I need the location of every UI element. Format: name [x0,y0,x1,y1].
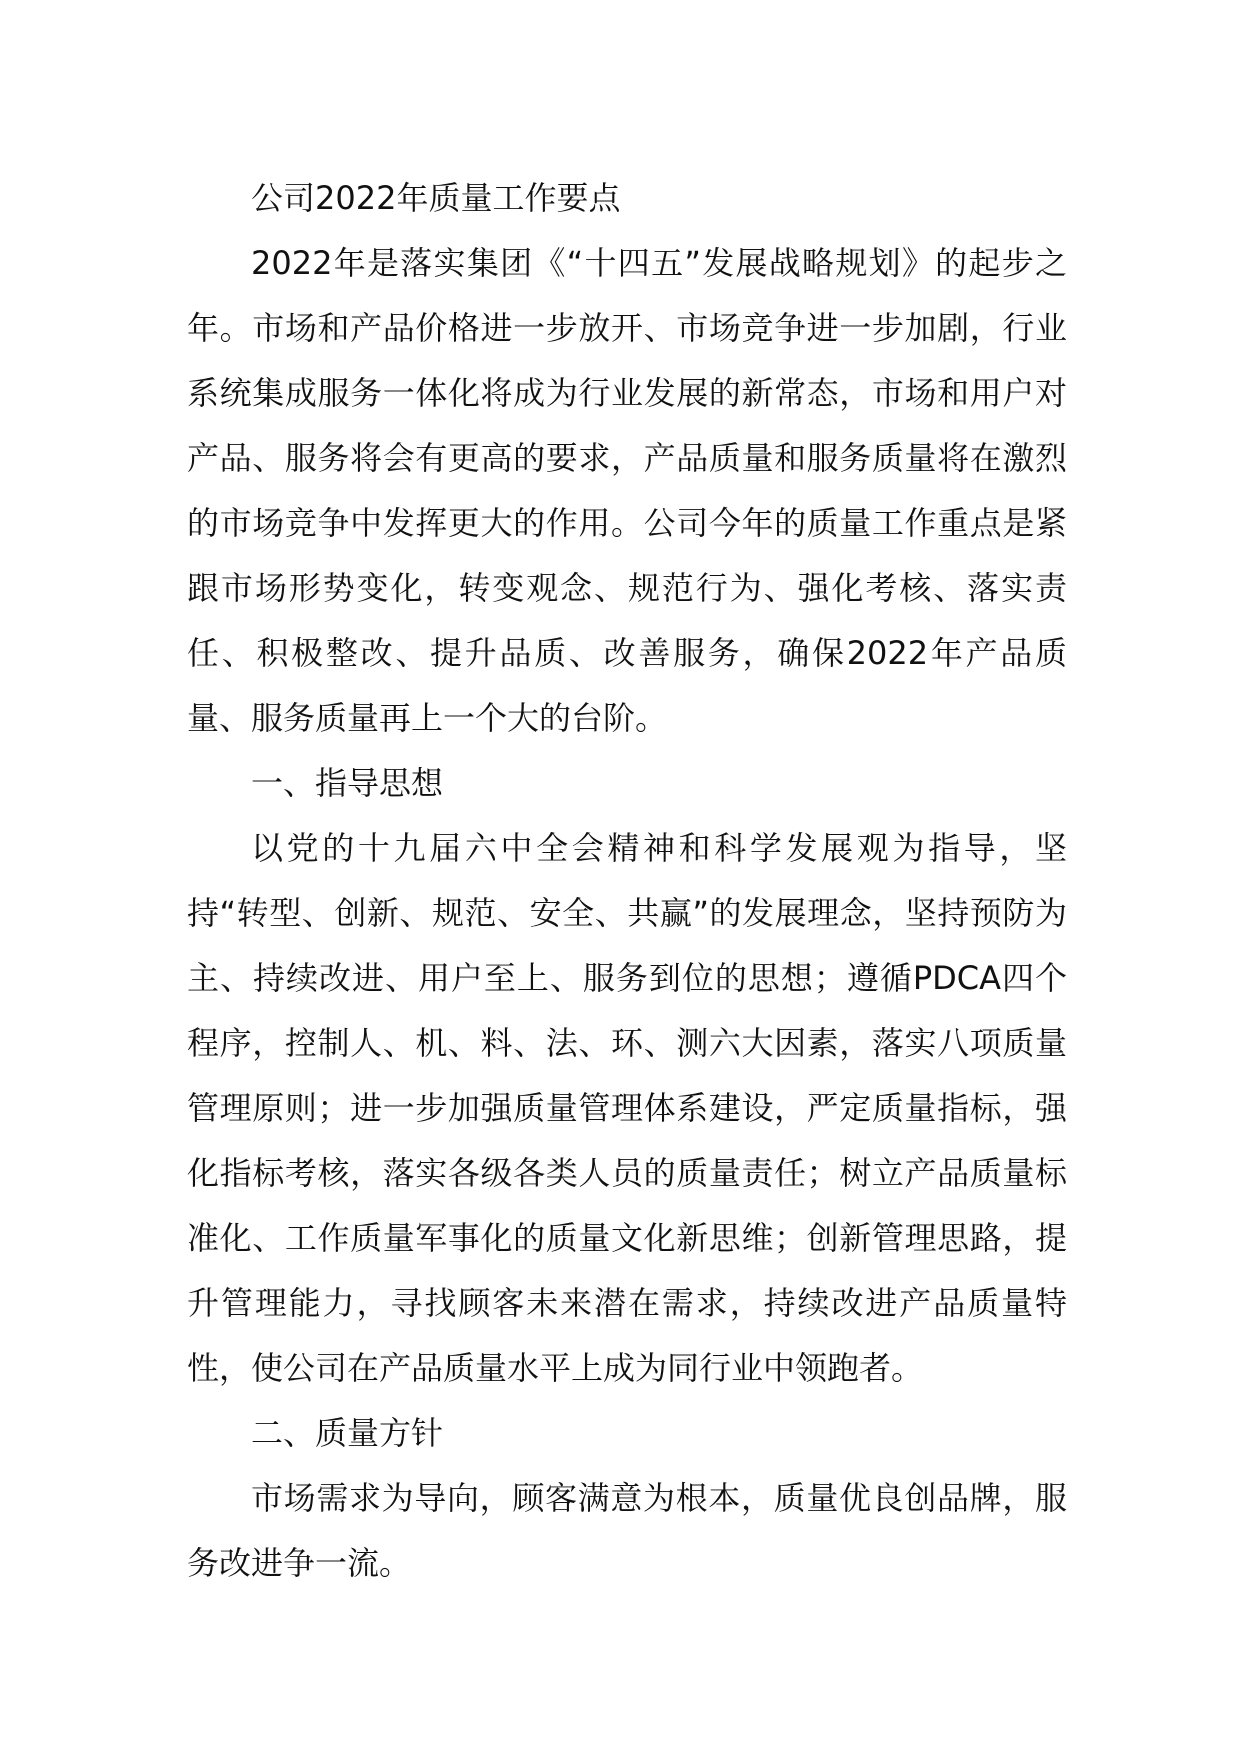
document-title: 公司2022年质量工作要点 [251,179,621,217]
section-body-quality-policy: 市场需求为导向，顾客满意为根本，质量优良创品牌，服务改进争一流。 [187,1479,1067,1582]
intro-paragraph: 2022年是落实集团《“十四五”发展战略规划》的起步之年。市场和产品价格进一步放开、市场竞争进一步加剧，行业系统集成服务一体化将成为行业发展的新常态，市场和用户对产品、服务将会有更高的要求，产品质量和服务质量将在激烈的市场竞争中发挥更大的作用。公司今年的质量工作重点是紧跟市场形势变化，转变观念、规范行为、强化考核、落实责任、积极整改、提升品质、改善服务，确保2022年产品质量、服务质量再上一个大的台阶。 [187,244,1067,737]
section-heading-guiding-ideology: 一、指导思想 [251,764,444,802]
section-heading-quality-policy: 二、质量方针 [251,1414,444,1452]
document-body [187,166,1067,1596]
section-body-guiding-ideology: 以党的十九届六中全会精神和科学发展观为指导，坚持“转型、创新、规范、安全、共赢”的发展理念，坚持预防为主、持续改进、用户至上、服务到位的思想；遵循PDCA四个程序，控制人、机、料、法、环、测六大因素，落实八项质量管理原则；进一步加强质量管理体系建设，严定质量指标，强化指标考核，落实各级各类人员的质量责任；树立产品质量标准化、工作质量军事化的质量文化新思维；创新管理思路，提升管理能力，寻找顾客未来潜在需求，持续改进产品质量特性，使公司在产品质量水平上成为同行业中领跑者。 [187,829,1067,1387]
